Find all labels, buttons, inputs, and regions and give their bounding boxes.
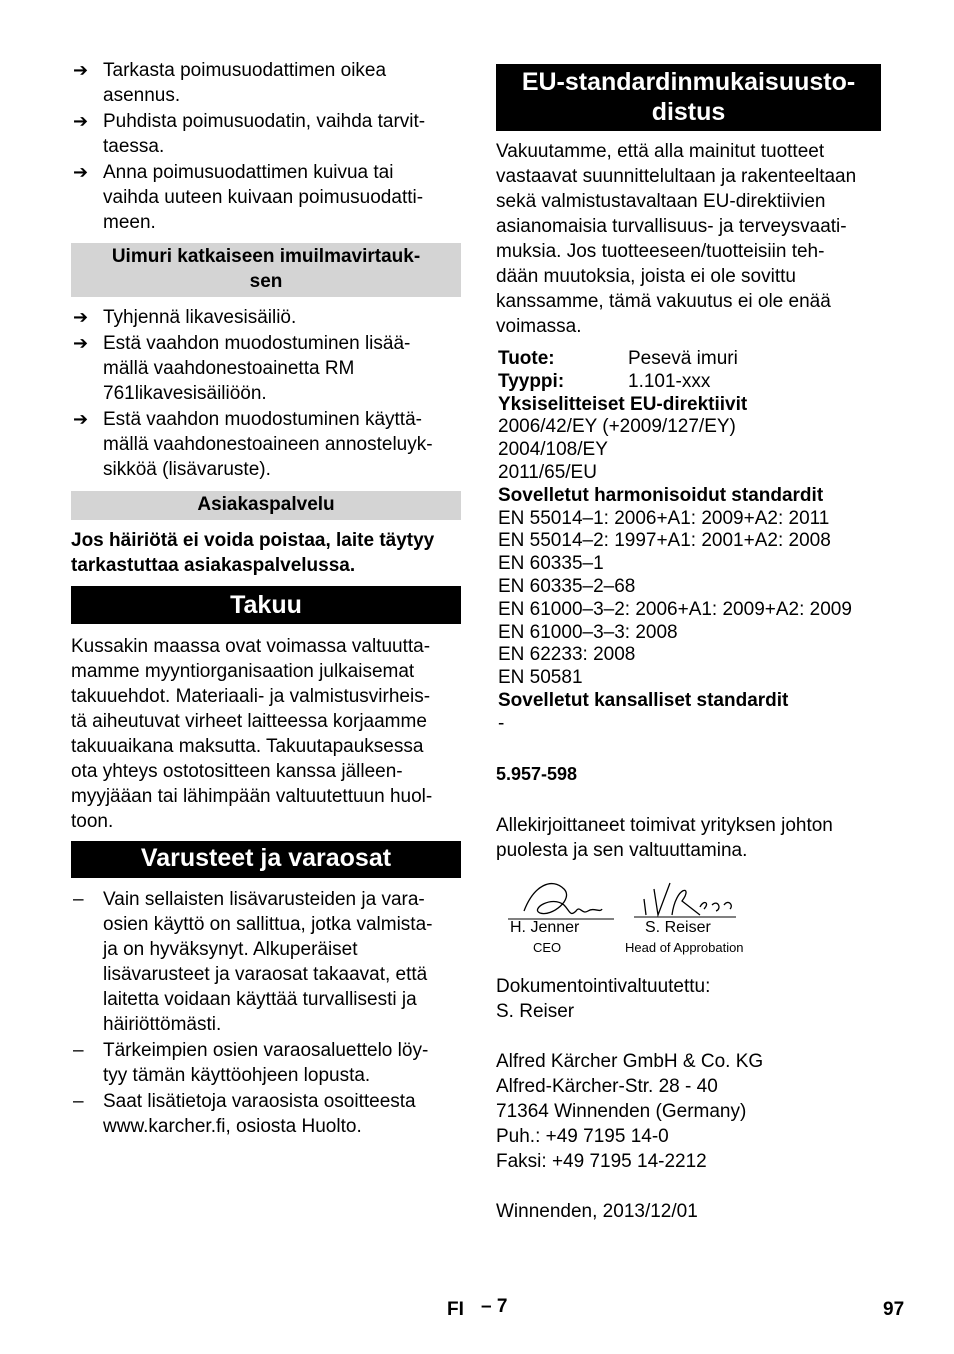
signer1-role: CEO: [533, 939, 562, 955]
national-title: Sovelletut kansalliset standardit: [498, 689, 789, 711]
place-date: Winnenden, 2013/12/01: [496, 1200, 698, 1222]
arrow-right-icon: ➔: [73, 333, 89, 353]
right-column: [496, 64, 881, 1224]
section-heading-accessories: Varusteet ja varaosat: [71, 841, 461, 878]
arrow-right-icon: ➔: [73, 60, 89, 80]
list-item: ➔ Tyhjennä likavesisäiliö.: [73, 307, 297, 328]
footer-local-page: – 7: [481, 1296, 508, 1317]
customer-service-text: Jos häiriötä ei voida poistaa, laite täytyy tarkastuttaa asiakaspalvelussa.: [71, 530, 435, 576]
list-item: ➔ Anna poimusuodattimen kuivua tai vaihda uuteen kuivaan poimusuodatti- meen.: [73, 162, 424, 233]
company-address: Alfred Kärcher GmbH & Co. KG Alfred-Kärcher-Str. 28 - 40 71364 Winnenden (Germany) Puh.: +49 7195 14-0 Faksi: +49 7195 14-2212: [496, 1050, 764, 1172]
type-row: Tyyppi: 1.101-xxx: [498, 370, 711, 392]
doc-number: 5.957-598: [496, 763, 578, 784]
page-number: 97: [883, 1299, 905, 1320]
signer2-role: Head of Approbation: [625, 939, 744, 955]
arrow-right-icon: ➔: [73, 409, 89, 429]
arrow-right-icon: ➔: [73, 162, 89, 182]
list-item: ➔ Estä vaahdon muodostuminen käyttä- mällä vaahdonestoaineen annosteluyk- sikköä (lisävaruste).: [73, 409, 433, 480]
arrow-right-icon: ➔: [73, 111, 89, 131]
section-heading-warranty: Takuu: [71, 586, 461, 624]
warranty-text: Kussakin maassa ovat voimassa valtuutta- mamme myyntiorganisaation julkaisemat takuuehdot. Materiaali- ja valmistusvirheis- tä aiheutuvat virheet laitteessa korjaamme takuuaikana maksutta. Takuutapauksessa ota yhteys ostotositteen kanssa jälleen- myyjääan tai lähimpään valtuutettuun huol- toon.: [71, 636, 433, 832]
list-item: – Tärkeimpien osien varaosaluettelo löy- tyy tämän käyttöohjeen lopusta.: [73, 1040, 429, 1086]
product-spec: Tuote: Pesevä imuri Tyyppi: 1.101-xxx Yksiselitteiset EU-direktiivit 2006/42/EY (+2009/127/EY) 2004/108/EY 2011/65/EU Sovelletut harmonisoidut standardit EN 55014–1: 2006+A1: 2009+A2: 2011 EN 55014–2: 1997+A1: 2001+A2: 2008 EN 60335–1 EN 60335–2–68 EN 61000–3–2: 2006+A1: 2009+A2: 2009 EN 61000–3–3: 2008 EN 62233: 2008 EN 50581 Sovelletut kansalliset standardit -: [498, 348, 881, 736]
list-item: – Vain sellaisten lisävarusteiden ja vara- osien käyttö on sallittua, jotka valmista- ja on hyväksynyt. Alkuperäiset lisävarusteet ja varaosat takaavat, että laitetta voidaan käyttää turvallisesti ja häiriöttömästi.: [73, 889, 433, 1035]
signed-text: Allekirjoittaneet toimivat yrityksen johton puolesta ja sen valtuuttamina.: [496, 814, 833, 861]
dash-bullet: –: [73, 1091, 84, 1112]
intro-list: [71, 58, 461, 235]
dash-bullet: –: [73, 1040, 84, 1061]
accessories-list: [71, 887, 461, 1139]
section-heading-float-switch: Uimuri katkaiseen imuilmavirtauk- sen: [71, 243, 461, 297]
harmonised-title: Sovelletut harmonisoidut standardit: [498, 484, 824, 506]
signature-block: [496, 873, 881, 973]
left-column: [71, 58, 461, 1139]
list-item: ➔ Puhdista poimusuodatin, vaihda tarvit- taessa.: [73, 111, 426, 157]
float-switch-list: [71, 305, 461, 482]
product-row: Tuote: Pesevä imuri: [498, 348, 738, 369]
list-item: ➔ Estä vaahdon muodostuminen lisää- mällä vaahdonestoainetta RM 761likavesisäiliöön.: [73, 333, 411, 404]
footer-language: FI: [447, 1299, 464, 1320]
section-heading-customer-service: Asiakaspalvelu: [71, 491, 461, 520]
list-item: ➔ Tarkasta poimusuodattimen oikea asennus.: [73, 60, 387, 106]
arrow-right-icon: ➔: [73, 307, 89, 327]
directives-title: Yksiselitteiset EU-direktiivit: [498, 393, 748, 415]
declaration-text: Vakuutamme, että alla mainitut tuotteet vastaavat suunnittelultaan ja rakenteeltaan sekä valmistustavaltaan EU-direktiivien asianomaisia turvallisuus- ja terveysvaati- muksia. Jos tuotteeseen/tuotteisiin teh- dään muutoksia, joista ei ole sovittu kanssamme, tämä vakuutus ei ole enää voimassa.: [496, 141, 857, 337]
list-item: – Saat lisätietoja varaosista osoitteesta www.karcher.fi, osiosta Huolto.: [73, 1091, 416, 1137]
signer2-name: S. Reiser: [645, 918, 711, 936]
signer1-name: H. Jenner: [510, 918, 580, 936]
doc-authority: Dokumentointivaltuutettu: S. Reiser: [496, 975, 711, 1022]
section-heading-eu-declaration: EU-standardinmukaisuusto- distus: [496, 64, 881, 131]
dash-bullet: –: [73, 889, 84, 910]
